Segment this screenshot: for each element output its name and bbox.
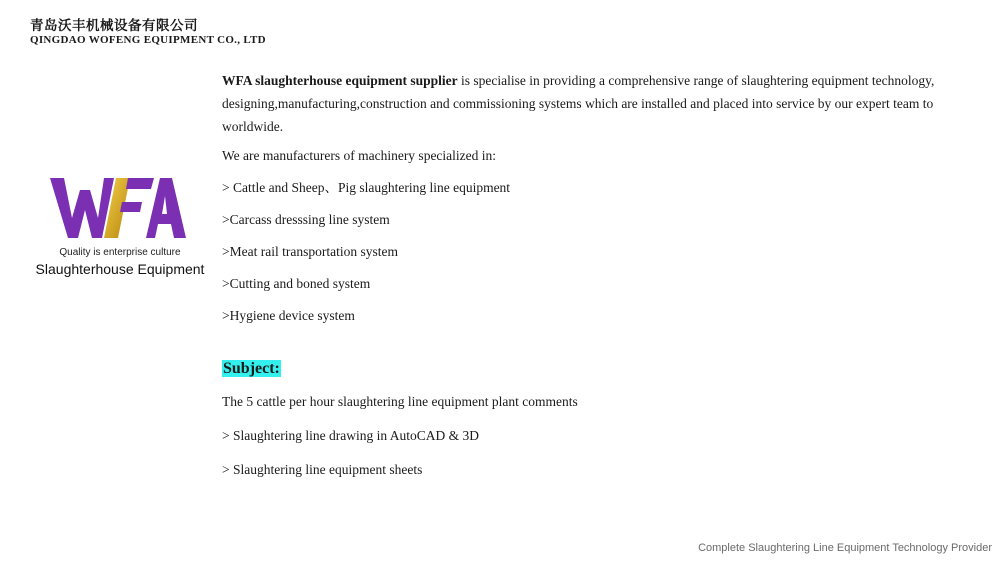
intro-rest: is specialise in providing a comprehensive range of slaughtering equipment technology, designing,manufacturing,construction and commissioning systems which are installed and placed into service by our expert team to worldwide. [222,73,935,134]
specialty-item: > Cattle and Sheep、Pig slaughtering line equipment [222,179,511,195]
wfa-logo [50,172,190,244]
footer-tagline: Complete Slaughtering Line Equipment Technology Provider [698,542,992,554]
specialty-item: >Cutting and boned system [222,275,371,291]
subject-label: Subject: [223,360,280,378]
company-name-english: QINGDAO WOFENG EQUIPMENT CO., LTD [30,34,266,46]
intro-paragraph [222,70,967,139]
logo-letter-w [50,178,114,238]
logo-block [30,172,210,277]
logo-letter-f-bar [126,178,154,189]
subject-description: The 5 cattle per hour slaughtering line equipment plant comments [222,393,578,409]
main-content [222,70,967,492]
logo-tagline: Quality is enterprise culture [59,247,181,258]
subject-item: > Slaughtering line drawing in AutoCAD & 3D [222,427,479,443]
intro-bold: WFA slaughterhouse equipment supplier [222,73,458,88]
manufacturers-line: We are manufacturers of machinery specialized in: [222,147,497,163]
specialty-item: >Carcass dresssing line system [222,211,390,227]
subject-heading [222,355,967,382]
specialty-item: >Hygiene device system [222,307,355,323]
subject-item: > Slaughtering line equipment sheets [222,461,423,477]
logo-subtitle: Slaughterhouse Equipment [35,261,205,277]
company-name-chinese: 青岛沃丰机械设备有限公司 [30,18,198,34]
specialty-item: >Meat rail transportation system [222,243,398,259]
logo-letter-f-mid [120,202,142,212]
